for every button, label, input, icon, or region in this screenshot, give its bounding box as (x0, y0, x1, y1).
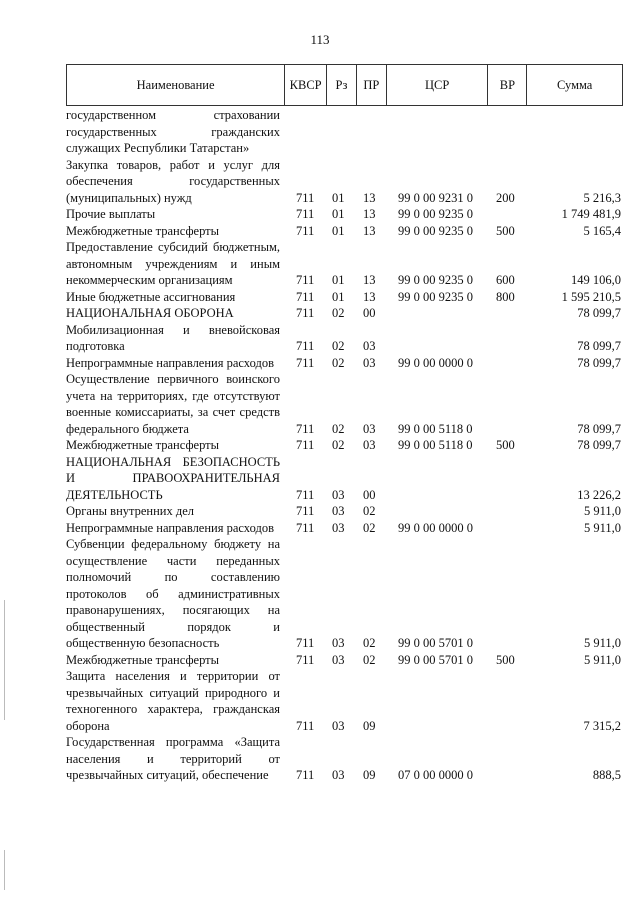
row-name: НАЦИОНАЛЬНАЯ БЕЗОПАСНОСТЬ И ПРАВООХРАНИТЕЛЬНАЯ ДЕЯТЕЛЬНОСТЬ (66, 454, 280, 502)
row-kvsr: 711 (296, 438, 315, 452)
page-number: 113 (310, 32, 330, 47)
margin-mark (4, 600, 5, 720)
header-pr: ПР (357, 65, 387, 105)
row-rz: 02 (332, 355, 345, 370)
header-rz: Рз (327, 65, 357, 105)
row-rz: 01 (332, 207, 345, 221)
row-kvsr: 711 (296, 289, 315, 304)
row-sum: 1 595 210,5 (561, 289, 621, 304)
row-rz: 02 (332, 339, 345, 353)
row-csr: 99 0 00 5701 0 (398, 652, 473, 667)
row-pr: 13 (363, 190, 376, 205)
row-name: Субвенции федеральному бюджету на осуществление части переданных полномочий по составлению протоколов об административных правонарушениях, посягающих на общественный порядок и общественную безопасность (66, 537, 280, 650)
row-vr: 800 (496, 289, 515, 304)
row-sum: 13 226,2 (577, 487, 621, 502)
row-name: Защита населения и территории от чрезвычайных ситуаций природного и техногенного характера, гражданская оборона (66, 669, 280, 733)
row-kvsr: 711 (296, 520, 315, 535)
row-name: Государственная программа «Защита населения и территорий от чрезвычайных ситуаций, обеспечение (66, 735, 280, 782)
row-vr: 500 (496, 652, 515, 667)
row-rz: 03 (332, 504, 345, 518)
row-sum: 149 106,0 (571, 273, 621, 287)
table-row (66, 107, 623, 157)
row-pr: 02 (363, 652, 376, 667)
row-name: Межбюджетные трансферты (66, 438, 220, 452)
row-pr: 13 (363, 273, 376, 287)
table-row (66, 223, 623, 240)
row-sum: 5 165,4 (583, 223, 621, 238)
table-row (66, 520, 623, 537)
table-body (66, 107, 623, 784)
table-row (66, 206, 623, 223)
row-rz: 03 (332, 652, 345, 667)
row-sum: 78 099,7 (577, 421, 621, 436)
table-row (66, 734, 623, 784)
row-pr: 03 (363, 438, 376, 452)
row-pr: 02 (363, 504, 376, 518)
row-name: Непрограммные направления расходов (66, 355, 274, 370)
row-kvsr: 711 (296, 768, 315, 782)
row-pr: 13 (363, 207, 376, 221)
row-pr: 09 (363, 768, 376, 782)
row-sum: 1 749 481,9 (561, 207, 621, 221)
row-name: Мобилизационная и вневойсковая подготовка (66, 322, 280, 353)
row-vr: 200 (496, 190, 515, 205)
row-sum: 5 216,3 (583, 190, 621, 205)
row-rz: 03 (332, 487, 345, 502)
table-row (66, 322, 623, 355)
row-vr: 600 (496, 273, 515, 287)
row-csr: 99 0 00 9235 0 (398, 273, 473, 287)
row-name: Прочие выплаты (66, 207, 156, 221)
row-sum: 7 315,2 (583, 718, 621, 733)
row-kvsr: 711 (296, 306, 315, 320)
row-pr: 00 (363, 487, 376, 502)
row-rz: 02 (332, 438, 345, 452)
table-row (66, 668, 623, 734)
row-pr: 09 (363, 718, 376, 733)
row-kvsr: 711 (296, 487, 315, 502)
header-name: Наименование (67, 65, 285, 105)
row-kvsr: 711 (296, 652, 315, 667)
row-sum: 78 099,7 (577, 339, 621, 353)
row-csr: 99 0 00 9235 0 (398, 289, 473, 304)
row-rz: 02 (332, 306, 345, 320)
row-csr: 99 0 00 5118 0 (398, 438, 473, 452)
row-name: Иные бюджетные ассигнования (66, 289, 236, 304)
row-name: Осуществление первичного воинского учета на территориях, где отсутствуют военные комиссариаты, за счет средств федерального бюджета (66, 372, 280, 436)
row-name: Предоставление субсидий бюджетным, автономным учреждениям и иным некоммерческим организациям (66, 240, 280, 287)
header-csr: ЦСР (387, 65, 489, 105)
row-csr: 99 0 00 0000 0 (398, 520, 473, 535)
row-name: Непрограммные направления расходов (66, 520, 274, 535)
table-header (66, 64, 623, 106)
row-csr: 99 0 00 9231 0 (398, 190, 473, 205)
row-csr: 07 0 00 0000 0 (398, 768, 473, 782)
row-kvsr: 711 (296, 223, 315, 238)
header-kvsr: КВСР (285, 65, 327, 105)
row-kvsr: 711 (296, 273, 315, 287)
table-row (66, 305, 623, 322)
table-row (66, 652, 623, 669)
row-sum: 78 099,7 (577, 438, 621, 452)
table-row (66, 437, 623, 454)
row-kvsr: 711 (296, 504, 315, 518)
row-name: Межбюджетные трансферты (66, 223, 220, 238)
table-row (66, 239, 623, 289)
row-name: Закупка товаров, работ и услуг для обеспечения государственных (муниципальных) нужд (66, 157, 280, 205)
row-csr: 99 0 00 0000 0 (398, 355, 473, 370)
row-sum: 5 911,0 (583, 520, 621, 535)
row-csr: 99 0 00 5701 0 (398, 636, 473, 650)
row-csr: 99 0 00 9235 0 (398, 223, 473, 238)
row-kvsr: 711 (296, 421, 315, 436)
table-row (66, 289, 623, 306)
row-sum: 5 911,0 (583, 636, 621, 650)
table-row (66, 503, 623, 520)
row-sum: 888,5 (592, 768, 621, 782)
row-pr: 02 (363, 520, 376, 535)
row-rz: 02 (332, 421, 345, 436)
row-sum: 78 099,7 (577, 355, 621, 370)
row-vr: 500 (496, 438, 515, 452)
row-vr: 500 (496, 223, 515, 238)
row-kvsr: 711 (296, 636, 315, 650)
row-pr: 03 (363, 421, 376, 436)
header-sum: Сумма (556, 77, 593, 92)
row-sum: 78 099,7 (577, 306, 621, 320)
row-pr: 00 (363, 306, 376, 320)
row-kvsr: 711 (296, 190, 315, 205)
row-name: Межбюджетные трансферты (66, 652, 220, 667)
row-kvsr: 711 (296, 355, 315, 370)
row-rz: 03 (332, 636, 345, 650)
margin-mark (4, 850, 5, 890)
row-rz: 01 (332, 273, 345, 287)
row-rz: 03 (332, 520, 345, 535)
row-sum: 5 911,0 (583, 504, 621, 518)
row-csr: 99 0 00 9235 0 (398, 207, 473, 221)
row-name: государственном страховании государственных гражданских служащих Республики Татарстан» (66, 108, 280, 155)
table-row (66, 355, 623, 372)
row-kvsr: 711 (296, 207, 315, 221)
header-vr: ВР (488, 65, 527, 105)
row-pr: 03 (363, 339, 376, 353)
row-name: НАЦИОНАЛЬНАЯ ОБОРОНА (66, 306, 234, 320)
row-rz: 03 (332, 768, 345, 782)
row-pr: 13 (363, 223, 376, 238)
row-pr: 03 (363, 355, 376, 370)
row-sum: 5 911,0 (583, 652, 621, 667)
table-row (66, 454, 623, 504)
row-name: Органы внутренних дел (66, 504, 195, 518)
row-kvsr: 711 (296, 339, 315, 353)
table-row (66, 371, 623, 437)
row-rz: 01 (332, 190, 345, 205)
table-row (66, 536, 623, 652)
row-rz: 01 (332, 289, 345, 304)
row-rz: 01 (332, 223, 345, 238)
table-row (66, 157, 623, 207)
row-pr: 02 (363, 636, 376, 650)
row-pr: 13 (363, 289, 376, 304)
row-csr: 99 0 00 5118 0 (398, 421, 473, 436)
row-kvsr: 711 (296, 718, 315, 733)
row-rz: 03 (332, 718, 345, 733)
